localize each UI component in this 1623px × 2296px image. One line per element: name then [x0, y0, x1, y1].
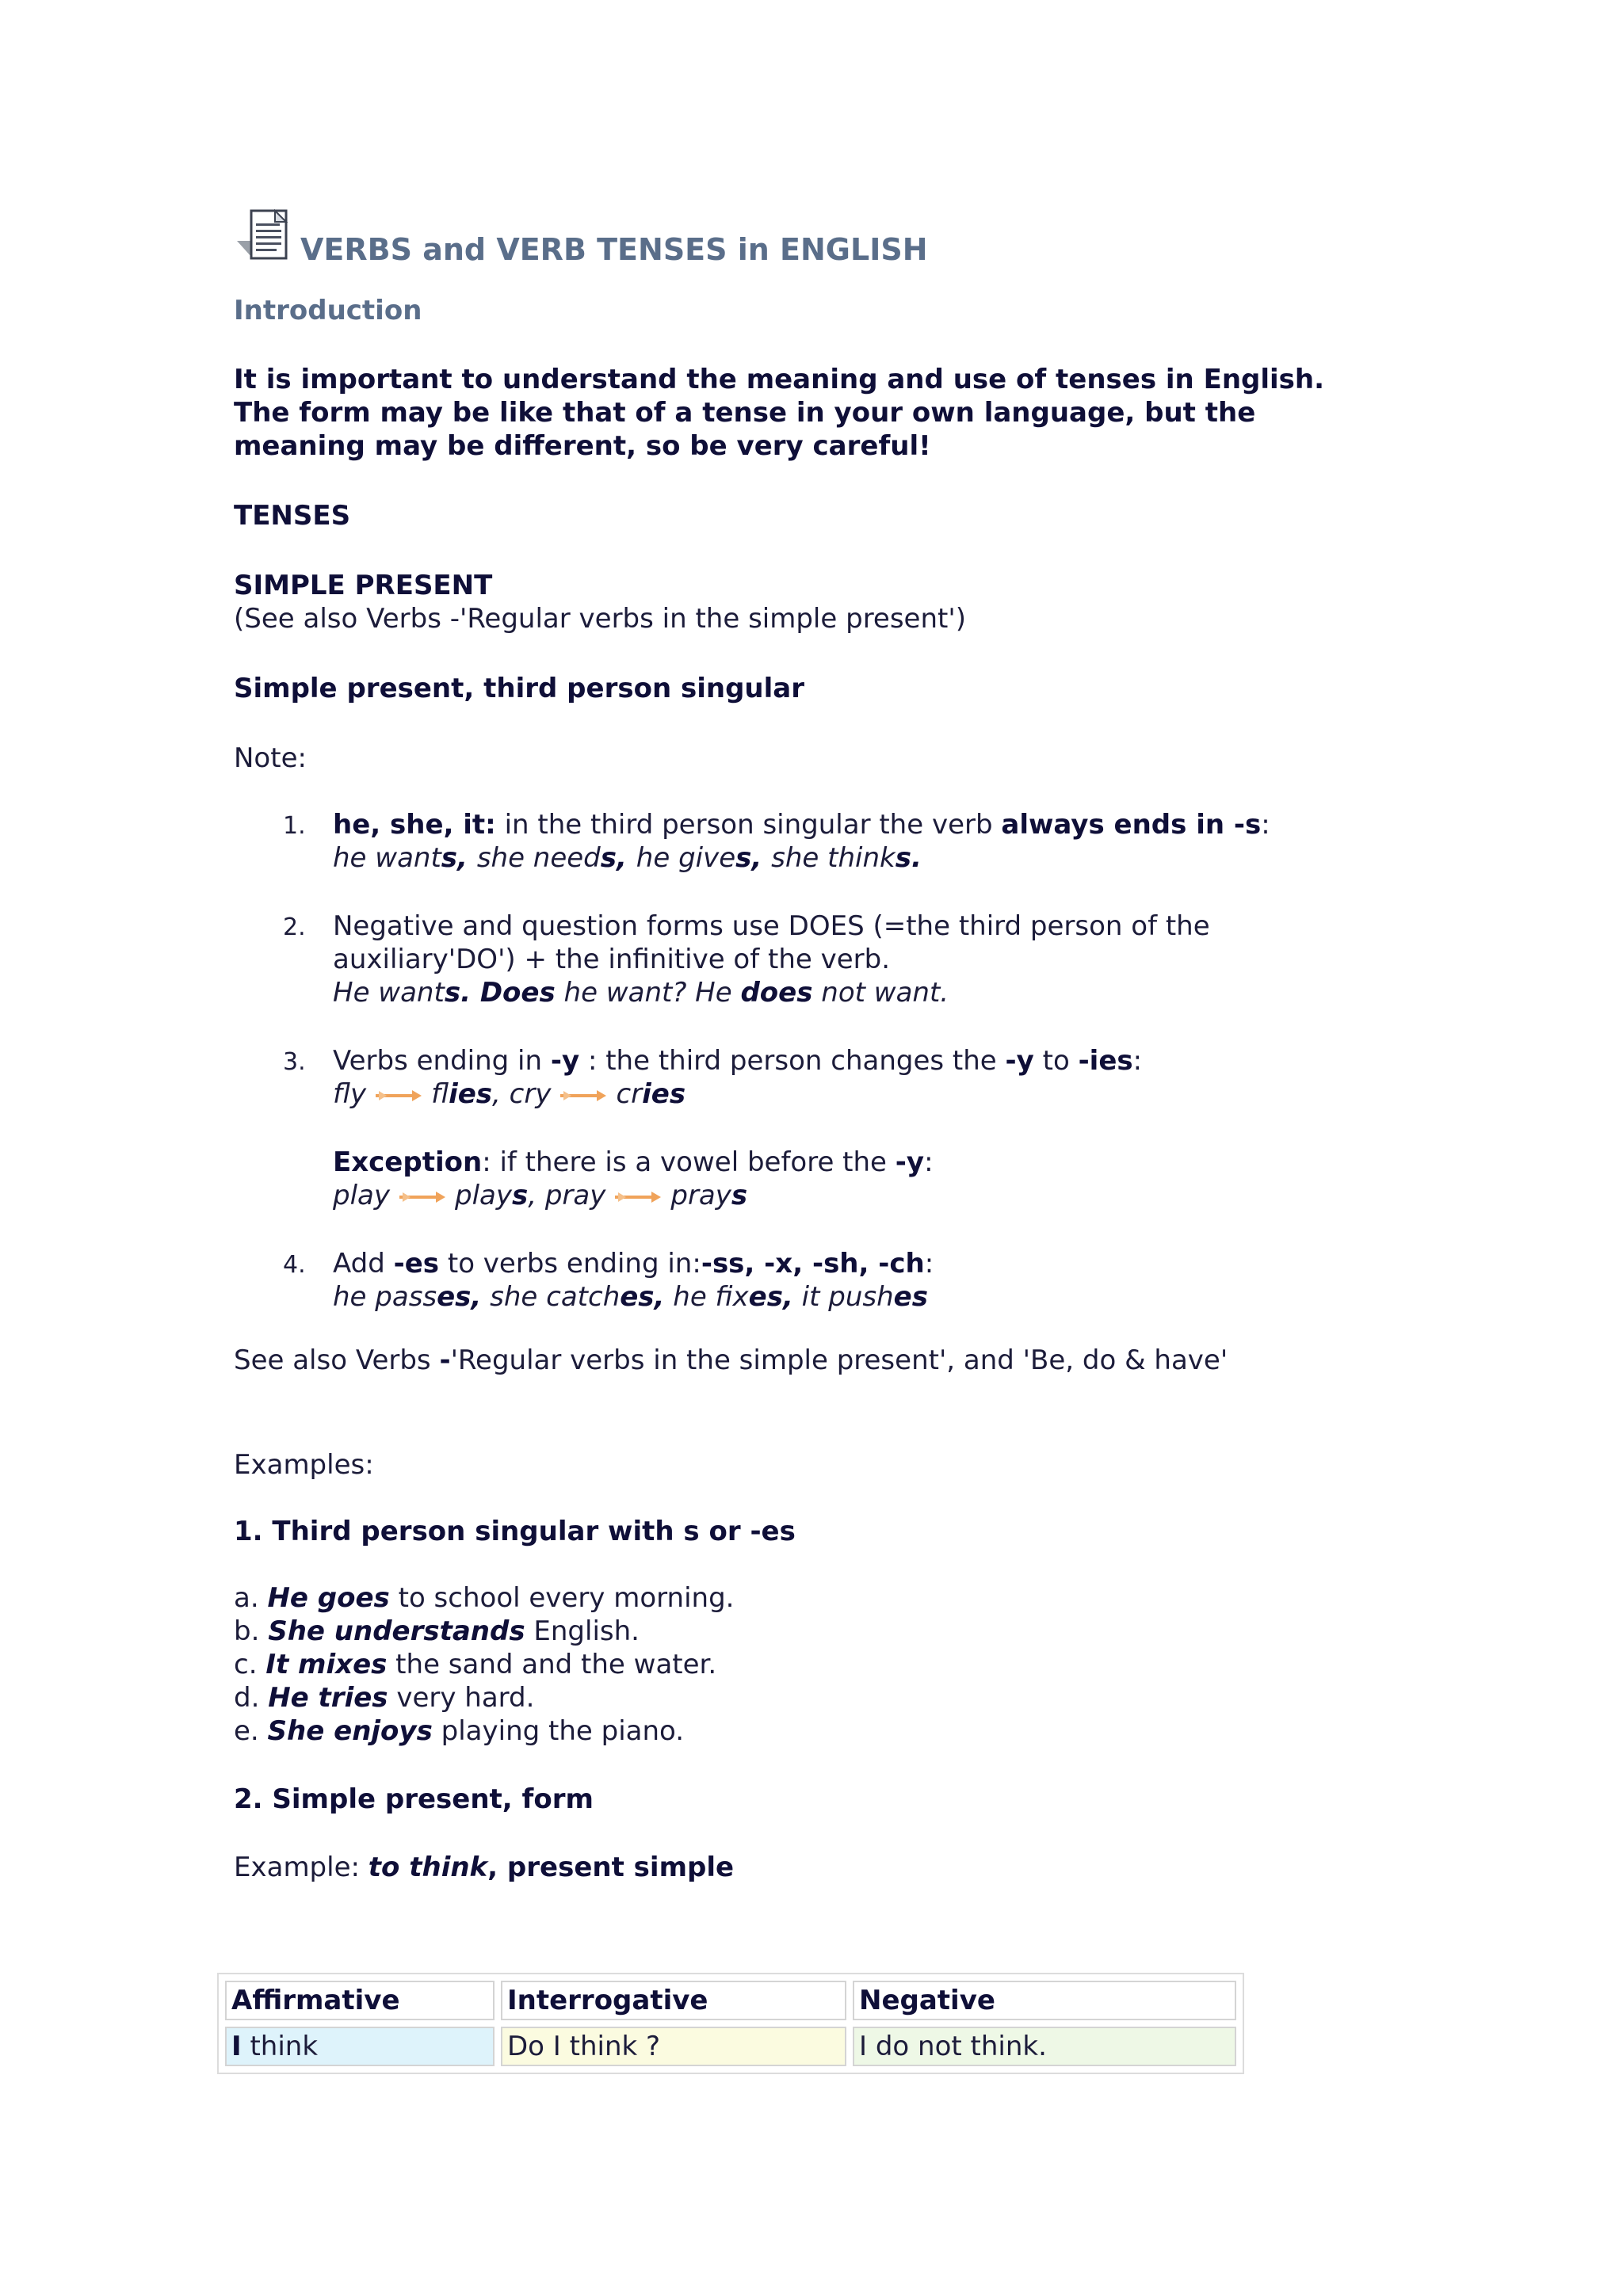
note-text: Verbs ending in — [333, 1045, 551, 1077]
tenses-heading: TENSES — [234, 500, 351, 532]
document-content — [234, 198, 1423, 1884]
note-line: auxiliary'DO') + the infinitive of the verb. — [333, 944, 891, 975]
list-item — [234, 1681, 1423, 1714]
note-text: to — [1033, 1045, 1079, 1077]
note-line: Negative and question forms use DOES (=the third person of the — [333, 910, 1210, 942]
example-stem: it push — [801, 1281, 894, 1313]
examples-heading-1: 1. Third person singular with s or -es — [234, 1516, 796, 1547]
note-text: : if there is a vowel before the — [482, 1146, 896, 1178]
note-colon: : — [924, 1248, 934, 1280]
simple-present-block — [234, 569, 1423, 635]
arrow-right-icon — [374, 1088, 423, 1104]
note-number: 1. — [283, 812, 306, 840]
list-item — [234, 1714, 1423, 1748]
list-subject: He tries — [268, 1682, 388, 1714]
list-letter: e. — [234, 1715, 268, 1747]
example-suffix: s — [731, 1180, 748, 1211]
note-item-3 — [234, 1044, 1423, 1212]
note-examples — [333, 1077, 1423, 1111]
list-letter: b. — [234, 1615, 269, 1647]
list-item — [234, 1615, 1423, 1648]
note-item-4 — [234, 1247, 1423, 1314]
example-suffix: s. — [895, 842, 922, 874]
note-number: 3. — [283, 1048, 306, 1076]
example-separator — [793, 1281, 802, 1313]
note-text: Add — [333, 1248, 394, 1280]
note-number: 4. — [283, 1251, 306, 1279]
example-rest: , present simple — [487, 1852, 735, 1883]
note-line — [333, 1146, 1423, 1179]
example-line — [234, 1851, 1423, 1884]
note-number: 2. — [283, 913, 306, 941]
table-row — [225, 2027, 1236, 2066]
note-lead: he, she, it: — [333, 809, 496, 841]
table-header-row — [225, 1981, 1236, 2020]
note-emphasis: -es — [393, 1248, 440, 1280]
see-also-paragraph — [234, 1344, 1423, 1377]
see-also-dash: - — [439, 1344, 451, 1376]
example-base: cry — [509, 1078, 552, 1110]
list-text: the sand and the water. — [387, 1649, 717, 1680]
note-examples — [333, 976, 1423, 1009]
note-item-2 — [234, 910, 1423, 1009]
examples-heading-2: 2. Simple present, form — [234, 1783, 594, 1815]
document-icon — [234, 206, 296, 269]
cell-subject: I — [231, 2031, 242, 2062]
example-suffix: s — [600, 842, 617, 874]
table-header-affirmative: Affirmative — [225, 1981, 495, 2020]
example-suffix: s — [441, 842, 458, 874]
example-stem: pray — [670, 1180, 731, 1211]
example-separator: , — [617, 842, 636, 874]
example-label: Example: — [234, 1852, 369, 1883]
intro-line: meaning may be different, so be very careful! — [234, 430, 931, 462]
list-letter: a. — [234, 1582, 268, 1614]
example-stem: she think — [771, 842, 896, 874]
see-also-link-text: (See also Verbs -'Regular verbs in the simple present') — [234, 603, 966, 635]
page-title: VERBS and VERB TENSES in ENGLISH — [300, 232, 928, 267]
section-subtitle: Introduction — [234, 295, 422, 326]
list-text: English. — [525, 1615, 640, 1647]
simple-present-heading: SIMPLE PRESENT — [234, 570, 493, 601]
list-text: very hard. — [388, 1682, 535, 1714]
example-suffix: s — [735, 842, 752, 874]
note-emphasis: -y — [895, 1146, 925, 1178]
example-suffix: es, — [748, 1281, 793, 1313]
note-examples — [333, 1179, 1423, 1212]
example-text: he want? He — [555, 977, 741, 1009]
list-subject: She enjoys — [267, 1715, 433, 1747]
note-colon: : — [1261, 809, 1270, 841]
note-line — [333, 808, 1423, 841]
example-stem: cr — [616, 1078, 643, 1110]
note-colon: : — [924, 1146, 934, 1178]
note-emphasis: -ss, -x, -sh, -ch — [701, 1248, 925, 1280]
example-suffix: es, — [437, 1281, 482, 1313]
table-cell-affirmative — [225, 2027, 495, 2066]
note-examples — [333, 1280, 1423, 1314]
notes-list — [234, 808, 1423, 1314]
examples-list — [234, 1581, 1423, 1748]
note-text: to verbs ending in: — [439, 1248, 701, 1280]
note-label: Note: — [234, 742, 307, 774]
list-item — [234, 1648, 1423, 1681]
third-person-heading: Simple present, third person singular — [234, 673, 804, 704]
example-stem: He want — [333, 977, 445, 1009]
note-text: in the third person singular the verb — [495, 809, 1002, 841]
see-also-text: See also Verbs — [234, 1344, 440, 1376]
table-header-interrogative: Interrogative — [501, 1981, 846, 2020]
list-text: to school every morning. — [389, 1582, 735, 1614]
note-emphasis: -y — [550, 1045, 580, 1077]
table-cell-interrogative: Do I think ? — [501, 2027, 846, 2066]
list-text: playing the piano. — [432, 1715, 685, 1747]
table-header-negative: Negative — [853, 1981, 1236, 2020]
example-separator: , — [457, 842, 477, 874]
note-emphasis: always ends in -s — [1001, 809, 1262, 841]
examples-label: Examples: — [234, 1449, 374, 1481]
note-examples — [333, 841, 1423, 875]
example-base: fly — [333, 1078, 367, 1110]
table-cell-negative: I do not think. — [853, 2027, 1236, 2066]
list-subject: It mixes — [265, 1649, 388, 1680]
title-row — [234, 198, 1423, 269]
example-separator: , — [751, 842, 772, 874]
example-does: Does — [479, 977, 556, 1009]
intro-paragraph — [234, 363, 1423, 463]
cell-verb: think — [241, 2031, 319, 2062]
example-verb: to think — [368, 1852, 488, 1883]
note-line — [333, 1247, 1423, 1280]
example-stem: he fix — [673, 1281, 749, 1313]
example-stem: he give — [636, 842, 736, 874]
list-subject: He goes — [267, 1582, 390, 1614]
exception-block — [333, 1146, 1423, 1212]
example-suffix: es, — [620, 1281, 665, 1313]
example-stem: fl — [431, 1078, 449, 1110]
example-separator: , — [528, 1180, 545, 1211]
example-suffix: ies — [449, 1078, 493, 1110]
exception-label: Exception — [333, 1146, 483, 1178]
example-does: does — [740, 977, 813, 1009]
intro-line: It is important to understand the meaning and use of tenses in English. — [234, 364, 1325, 395]
list-letter: c. — [234, 1649, 266, 1680]
example-base: pray — [544, 1180, 606, 1211]
example-suffix: es — [893, 1281, 928, 1313]
note-text: : the third person changes the — [579, 1045, 1006, 1077]
example-stem: she catch — [490, 1281, 621, 1313]
example-stem: he want — [333, 842, 441, 874]
example-separator — [481, 1281, 490, 1313]
note-emphasis: -ies — [1078, 1045, 1133, 1077]
arrow-right-icon — [559, 1088, 608, 1104]
arrow-right-icon — [398, 1189, 447, 1205]
intro-line: The form may be like that of a tense in your own language, but the — [234, 397, 1256, 429]
example-separator — [664, 1281, 673, 1313]
example-suffix: s. — [444, 977, 480, 1009]
note-colon: : — [1132, 1045, 1143, 1077]
example-suffix: s — [511, 1180, 529, 1211]
example-text: not want. — [812, 977, 949, 1009]
example-stem: he pass — [333, 1281, 437, 1313]
example-base: play — [333, 1180, 390, 1211]
conjugation-table — [217, 1973, 1244, 2074]
list-subject: She understands — [268, 1615, 525, 1647]
example-separator: , — [492, 1078, 510, 1110]
list-letter: d. — [234, 1682, 269, 1714]
note-emphasis: -y — [1005, 1045, 1034, 1077]
list-item — [234, 1581, 1423, 1615]
example-stem: play — [454, 1180, 512, 1211]
note-item-1 — [234, 808, 1423, 875]
note-line — [333, 1044, 1423, 1077]
arrow-right-icon — [613, 1189, 663, 1205]
see-also-text: 'Regular verbs in the simple present', and 'Be, do & have' — [450, 1344, 1228, 1376]
example-suffix: ies — [642, 1078, 686, 1110]
example-stem: she need — [476, 842, 601, 874]
